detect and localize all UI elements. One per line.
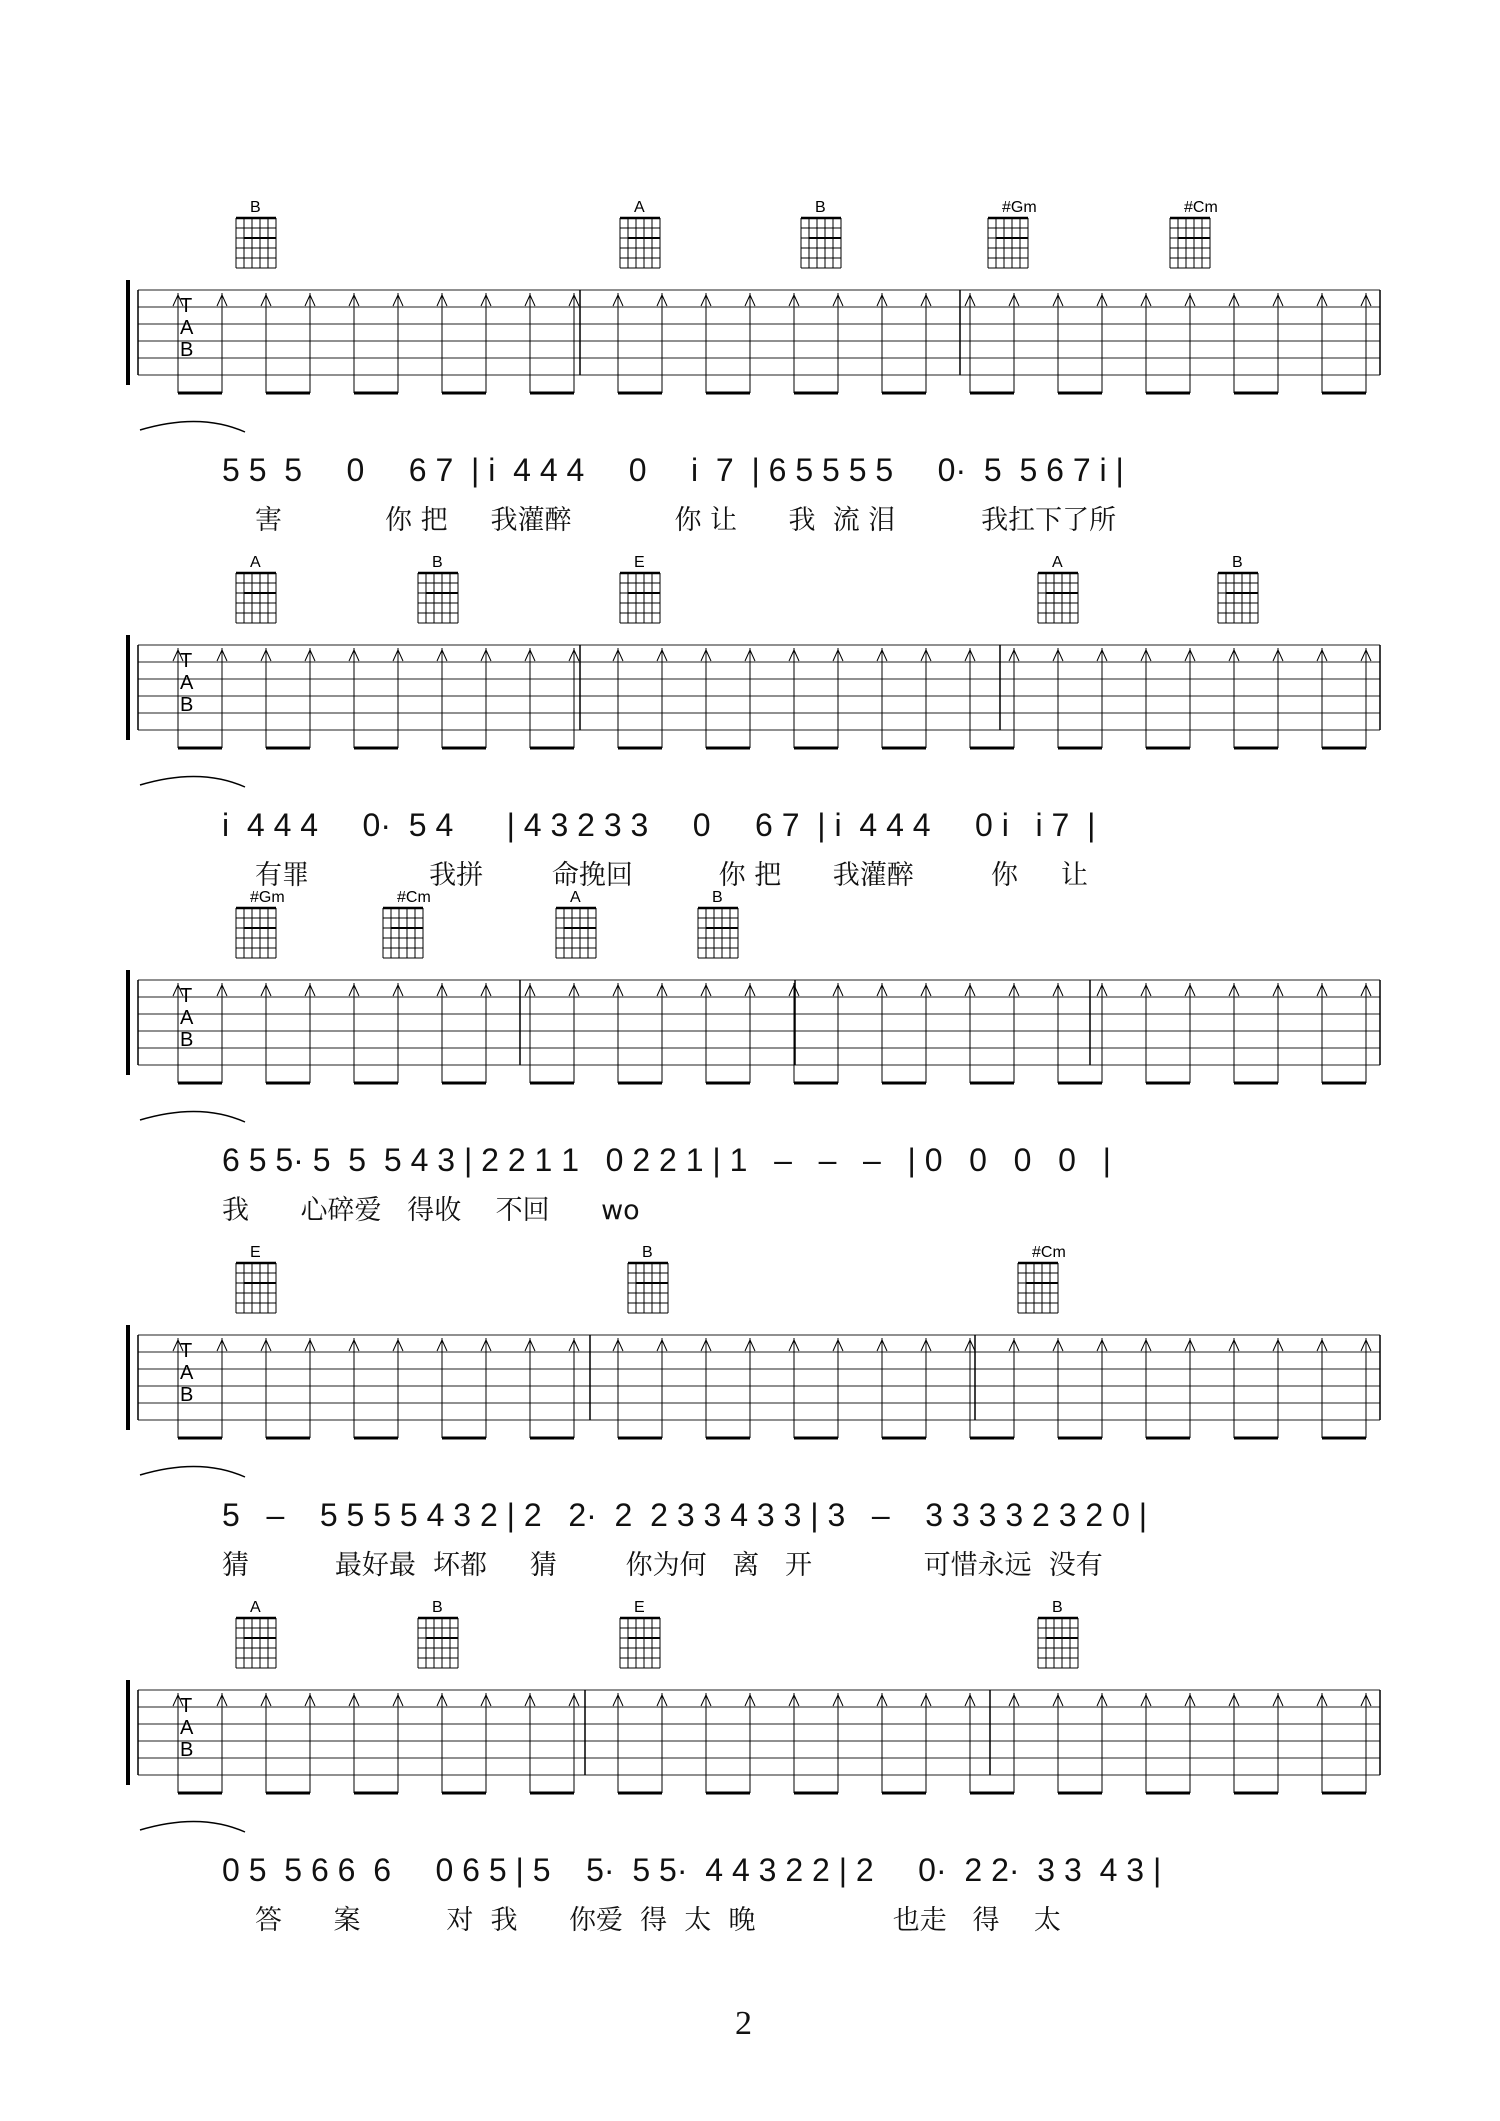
tab-clef-letter: B bbox=[180, 694, 194, 716]
chord-diagram bbox=[236, 554, 276, 623]
system-3 bbox=[0, 880, 1500, 1235]
jianpu-line: i 4 4 4 0· 5 4 | 4 3 2 3 3 0 6 7 | i 4 4 4 0 i i 7 | bbox=[222, 807, 1096, 843]
chord-diagram bbox=[698, 889, 738, 958]
lyric-line: 答 案 对 我 你爱 得 太 晚 也走 得 太 bbox=[255, 1905, 1061, 1936]
chord-name: B bbox=[250, 199, 261, 216]
chord-diagram bbox=[236, 199, 276, 268]
tab-clef-letter: T bbox=[180, 985, 193, 1007]
tab-clef-letter: A bbox=[180, 1007, 194, 1029]
chord-diagram bbox=[383, 889, 431, 958]
chord-diagram bbox=[620, 554, 660, 623]
tab-clef-letter: B bbox=[180, 339, 194, 361]
chord-name: A bbox=[250, 554, 261, 571]
lyric-line: 有罪 我拼 命挽回 你 把 我灌醉 你 让 bbox=[255, 860, 1088, 891]
tie-arc bbox=[140, 776, 245, 787]
system-5 bbox=[0, 1590, 1500, 1945]
chord-diagram bbox=[236, 1244, 276, 1313]
chord-name: #Gm bbox=[1002, 199, 1037, 216]
chord-diagram bbox=[418, 554, 458, 623]
chord-name: E bbox=[634, 1599, 645, 1616]
tab-staff bbox=[0, 880, 1500, 1235]
chord-diagram bbox=[418, 1599, 458, 1668]
tab-staff bbox=[0, 1235, 1500, 1590]
lyric-line: 猜 最好最 坏都 猜 你为何 离 开 可惜永远 没有 bbox=[222, 1550, 1103, 1581]
chord-name: A bbox=[1052, 554, 1063, 571]
system-4 bbox=[0, 1235, 1500, 1590]
chord-name: B bbox=[432, 554, 443, 571]
chord-name: B bbox=[712, 889, 723, 906]
chord-name: E bbox=[634, 554, 645, 571]
chord-name: #Cm bbox=[397, 889, 431, 906]
lyric-line: 害 你 把 我灌醉 你 让 我 流 泪 我扛下了所 bbox=[255, 505, 1117, 536]
chord-name: A bbox=[250, 1599, 261, 1616]
tie-arc bbox=[140, 1821, 245, 1832]
chord-name: A bbox=[634, 199, 645, 216]
tab-clef-letter: T bbox=[180, 1340, 193, 1362]
chord-diagram bbox=[556, 889, 596, 958]
tab-clef-letter: B bbox=[180, 1384, 194, 1406]
chord-name: #Cm bbox=[1184, 199, 1218, 216]
tie-arc bbox=[140, 1466, 245, 1477]
tab-staff bbox=[0, 545, 1500, 900]
tab-staff bbox=[0, 1590, 1500, 1945]
page-number: 2 bbox=[735, 2005, 752, 2042]
chord-diagram bbox=[988, 199, 1037, 268]
tab-clef-letter: B bbox=[180, 1739, 194, 1761]
tab-staff bbox=[0, 190, 1500, 545]
chord-name: A bbox=[570, 889, 581, 906]
tab-clef-letter: T bbox=[180, 295, 193, 317]
chord-name: B bbox=[432, 1599, 443, 1616]
tie-arc bbox=[140, 421, 245, 432]
jianpu-line: 0 5 5 6 6 6 0 6 5 | 5 5· 5 5· 4 4 3 2 2 | 2 0· 2 2· 3 3 4 3 | bbox=[222, 1852, 1162, 1888]
chord-diagram bbox=[1170, 199, 1218, 268]
chord-name: B bbox=[642, 1244, 653, 1261]
chord-name: E bbox=[250, 1244, 261, 1261]
chord-diagram bbox=[620, 1599, 660, 1668]
system-2 bbox=[0, 545, 1500, 900]
chord-diagram bbox=[628, 1244, 668, 1313]
chord-name: B bbox=[1052, 1599, 1063, 1616]
chord-diagram bbox=[236, 1599, 276, 1668]
chord-name: B bbox=[1232, 554, 1243, 571]
chord-diagram bbox=[1038, 554, 1078, 623]
chord-diagram bbox=[1218, 554, 1258, 623]
chord-name: #Gm bbox=[250, 889, 285, 906]
jianpu-line: 5 5 5 0 6 7 | i 4 4 4 0 i 7 | 6 5 5 5 5 0· 5 5 6 7 i | bbox=[222, 452, 1124, 488]
chord-name: #Cm bbox=[1032, 1244, 1066, 1261]
chord-diagram bbox=[1018, 1244, 1066, 1313]
jianpu-line: 6 5 5· 5 5 5 4 3 | 2 2 1 1 0 2 2 1 | 1 – – – | 0 0 0 0 | bbox=[222, 1142, 1111, 1178]
tab-clef-letter: A bbox=[180, 317, 194, 339]
tab-clef-letter: A bbox=[180, 672, 194, 694]
tie-arc bbox=[140, 1111, 245, 1122]
chord-name: B bbox=[815, 199, 826, 216]
tab-clef-letter: A bbox=[180, 1717, 194, 1739]
tab-clef-letter: T bbox=[180, 1695, 193, 1717]
chord-diagram bbox=[1038, 1599, 1078, 1668]
tab-clef-letter: A bbox=[180, 1362, 194, 1384]
chord-diagram bbox=[620, 199, 660, 268]
chord-diagram bbox=[236, 889, 285, 958]
tab-clef-letter: B bbox=[180, 1029, 194, 1051]
tab-clef-letter: T bbox=[180, 650, 193, 672]
lyric-line: 我 心碎爱 得收 不回 wo bbox=[222, 1195, 640, 1226]
chord-diagram bbox=[801, 199, 841, 268]
jianpu-line: 5 – 5 5 5 5 4 3 2 | 2 2· 2 2 3 3 4 3 3 | 3 – 3 3 3 3 2 3 2 0 | bbox=[222, 1497, 1148, 1533]
system-1 bbox=[0, 190, 1500, 545]
